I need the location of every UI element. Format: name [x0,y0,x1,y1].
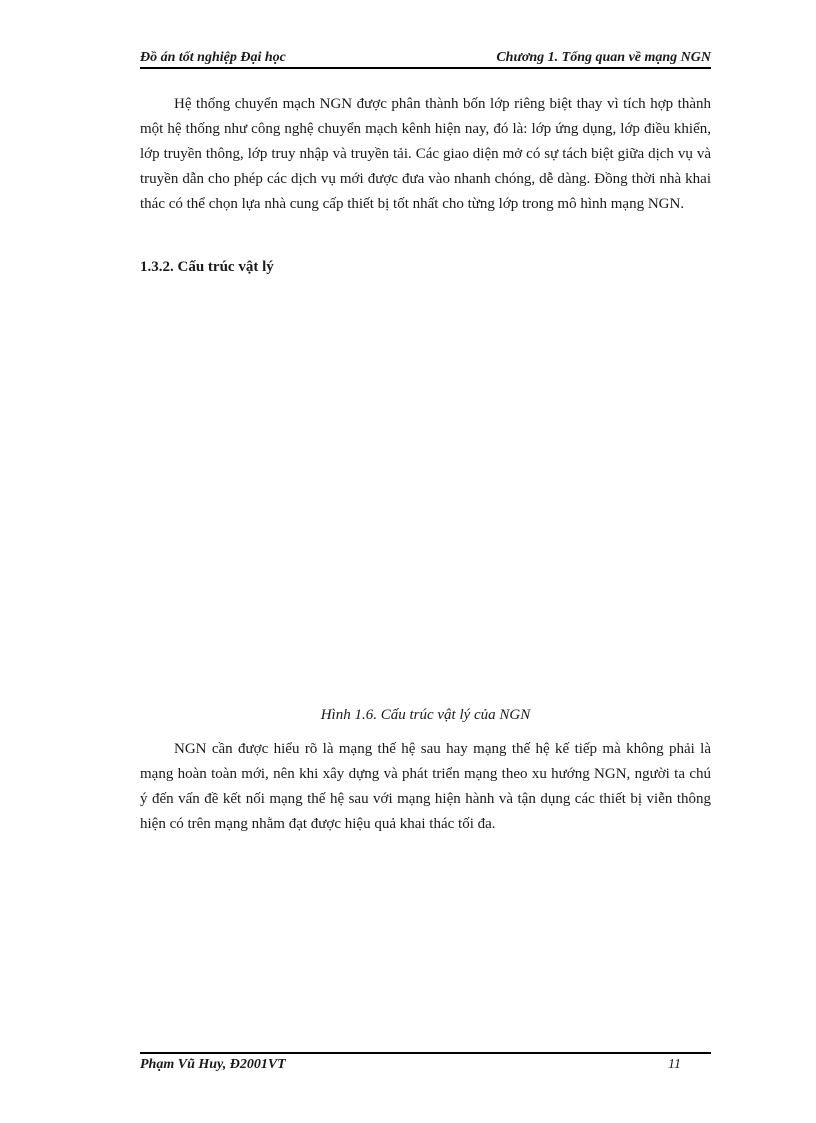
page-header [140,50,711,68]
footer-author: Phạm Vũ Huy, Đ2001VT [140,1057,286,1072]
page-footer [140,1057,711,1075]
figure-caption: Hình 1.6. Cấu trúc vật lý của NGN [320,707,531,723]
figure-placeholder [140,290,711,690]
section-heading: 1.3.2. Cấu trúc vật lý [140,259,274,275]
header-divider [140,67,711,69]
header-chapter-title: Chương 1. Tổng quan về mạng NGN [496,50,711,65]
footer-divider [140,1052,711,1054]
header-document-title: Đồ án tốt nghiệp Đại học [140,50,286,65]
body-paragraph: Hệ thống chuyển mạch NGN được phân thành bốn lớp riêng biệt thay vì tích hợp thành một hệ thống như công nghệ chuyển mạch kênh hiện nay, đó là: lớp ứng dụng, lớp điều khiển, lớp truyền thông, lớp truy nhập và truyền tải. Các giao diện mở có sự tách biệt giữa dịch vụ và truyền dẫn cho phép các dịch vụ mới được đưa vào nhanh chóng, dễ dàng. Đồng thời nhà khai thác có thể chọn lựa nhà cung cấp thiết bị tốt nhất cho từng lớp trong mô hình mạng NGN. [140,96,711,212]
page-number: 11 [668,1057,681,1072]
body-paragraph: NGN cần được hiểu rõ là mạng thế hệ sau hay mạng thế hệ kế tiếp mà không phải là mạng hoàn toàn mới, nên khi xây dựng và phát triển mạng theo xu hướng NGN, người ta chú ý đến vấn đề kết nối mạng thế hệ sau với mạng hiện hành và tận dụng các thiết bị viễn thông hiện có trên mạng nhằm đạt được hiệu quả khai thác tối đa. [140,741,711,832]
